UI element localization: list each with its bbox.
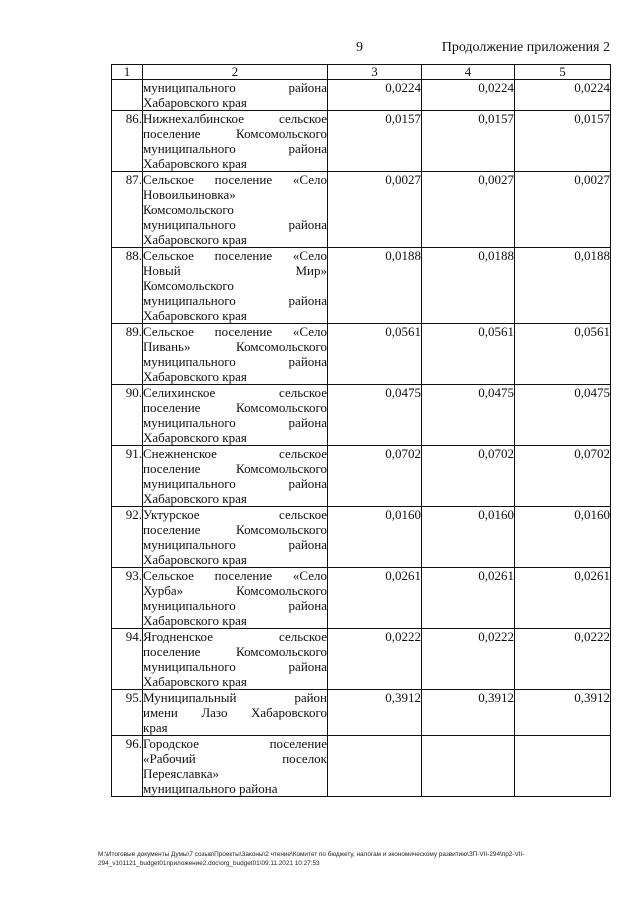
entity-name-line: Сельское поселение «Село [143, 172, 327, 187]
footer-line: 294_v101121_budget01приложение2.doc\org_budget01\09.11.2021 10:27:53 [98, 859, 320, 867]
value-cell: 0,0160 [328, 507, 422, 568]
table-row [112, 446, 611, 507]
value-cell: 0,0027 [515, 172, 611, 248]
table-row [112, 736, 611, 797]
value-cell: 0,0475 [328, 385, 422, 446]
value-cell: 0,0188 [515, 248, 611, 324]
entity-name-line: Комсомольского [143, 278, 234, 293]
value-cell: 0,0224 [515, 80, 611, 111]
value-cell: 0,0160 [422, 507, 515, 568]
table-row [112, 172, 611, 248]
value-cell: 0,3912 [422, 690, 515, 736]
entity-name-line: Комсомольского [143, 202, 234, 217]
entity-name [143, 507, 328, 568]
entity-name-line: Снежненское сельское [143, 446, 327, 461]
entity-name-line: Хабаровского края [143, 430, 247, 445]
value-cell: 0,0702 [422, 446, 515, 507]
entity-name-line: Хабаровского края [143, 95, 247, 110]
entity-name [143, 446, 328, 507]
entity-name-line: поселение Комсомольского [143, 522, 327, 537]
entity-name-line: Пивань» Комсомольского [143, 339, 327, 354]
continuation-label: Продолжение приложения 2 [441, 40, 610, 55]
value-cell: 0,0475 [515, 385, 611, 446]
value-cell: 0,3912 [515, 690, 611, 736]
row-number: 93. [112, 568, 143, 629]
entity-name-line: муниципального района [143, 537, 327, 552]
table-row [112, 248, 611, 324]
entity-name [143, 690, 328, 736]
entity-name [143, 172, 328, 248]
row-number [112, 80, 143, 111]
entity-name-line: Муниципальный район [143, 690, 327, 705]
value-cell: 0,0222 [422, 629, 515, 690]
row-number: 90. [112, 385, 143, 446]
table-row [112, 80, 611, 111]
value-cell [515, 736, 611, 797]
value-cell: 0,0157 [422, 111, 515, 172]
entity-name-line: муниципального района [143, 415, 327, 430]
entity-name-line: Хабаровского края [143, 232, 247, 247]
row-number: 91. [112, 446, 143, 507]
value-cell: 0,0224 [422, 80, 515, 111]
table-row [112, 629, 611, 690]
value-cell: 0,0561 [328, 324, 422, 385]
row-number: 87. [112, 172, 143, 248]
entity-name-line: края [143, 720, 168, 735]
page-number: 9 [356, 40, 363, 55]
table-row [112, 690, 611, 736]
entity-name [143, 111, 328, 172]
entity-name-line: поселение Комсомольского [143, 400, 327, 415]
value-cell: 0,0222 [515, 629, 611, 690]
entity-name-line: Хурба» Комсомольского [143, 583, 327, 598]
entity-name [143, 629, 328, 690]
entity-name-line: Хабаровского края [143, 369, 247, 384]
entity-name-line: муниципального района [143, 293, 327, 308]
entity-name-line: Хабаровского края [143, 308, 247, 323]
table-row [112, 568, 611, 629]
value-cell: 0,0702 [515, 446, 611, 507]
value-cell [328, 736, 422, 797]
entity-name [143, 248, 328, 324]
entity-name-line: поселение Комсомольского [143, 126, 327, 141]
entity-name-line: муниципального района [143, 659, 327, 674]
entity-name-line: муниципального района [143, 781, 278, 796]
entity-name-line: поселение Комсомольского [143, 644, 327, 659]
row-number: 88. [112, 248, 143, 324]
entity-name-line: муниципального района [143, 217, 327, 232]
value-cell: 0,0222 [328, 629, 422, 690]
value-cell [422, 736, 515, 797]
value-cell: 0,0261 [515, 568, 611, 629]
entity-name-line: Хабаровского края [143, 674, 247, 689]
column-header: 3 [328, 65, 422, 80]
entity-name-line: поселение Комсомольского [143, 461, 327, 476]
entity-name-line: Городское поселение [143, 736, 327, 751]
entity-name-line: «Рабочий поселок [143, 751, 327, 766]
value-cell: 0,0475 [422, 385, 515, 446]
entity-name [143, 80, 328, 111]
row-number: 94. [112, 629, 143, 690]
entity-name-line: Уктурское сельское [143, 507, 327, 522]
entity-name-line: Сельское поселение «Село [143, 324, 327, 339]
entity-name-line: Сельское поселение «Село [143, 568, 327, 583]
table-row [112, 385, 611, 446]
row-number: 92. [112, 507, 143, 568]
footer-line: М:\Итоговые документы Думы\7 созыв\Проекты\Законы\2 чтение\Комитет по бюджету, налогам и экономическому развитию\ЗП-VII-294\пр2-VII- [98, 851, 525, 858]
column-header: 5 [515, 65, 611, 80]
table-row [112, 507, 611, 568]
entity-name-line: муниципального района [143, 598, 327, 613]
table-row [112, 324, 611, 385]
value-cell: 0,0157 [328, 111, 422, 172]
entity-name-line: муниципального района [143, 80, 327, 95]
entity-name-line: имени Лазо Хабаровского [143, 705, 327, 720]
table-row [112, 111, 611, 172]
value-cell: 0,0561 [515, 324, 611, 385]
value-cell: 0,0188 [328, 248, 422, 324]
row-number: 89. [112, 324, 143, 385]
budget-table [111, 64, 611, 797]
entity-name-line: Сельское поселение «Село [143, 248, 327, 263]
value-cell: 0,0188 [422, 248, 515, 324]
row-number: 95. [112, 690, 143, 736]
entity-name [143, 385, 328, 446]
entity-name [143, 324, 328, 385]
entity-name [143, 736, 328, 797]
row-number: 86. [112, 111, 143, 172]
value-cell: 0,3912 [328, 690, 422, 736]
value-cell: 0,0224 [328, 80, 422, 111]
entity-name-line: Хабаровского края [143, 491, 247, 506]
entity-name-line: муниципального района [143, 141, 327, 156]
column-header: 2 [143, 65, 328, 80]
entity-name-line: муниципального района [143, 476, 327, 491]
entity-name-line: Хабаровского края [143, 613, 247, 628]
entity-name-line: Нижнехалбинское сельское [143, 111, 327, 126]
entity-name-line: Переяславка» [143, 766, 219, 781]
entity-name-line: Ягодненское сельское [143, 629, 327, 644]
column-header: 1 [112, 65, 143, 80]
entity-name-line: Хабаровского края [143, 552, 247, 567]
value-cell: 0,0027 [328, 172, 422, 248]
value-cell: 0,0261 [328, 568, 422, 629]
entity-name [143, 568, 328, 629]
entity-name-line: Новоильиновка» [143, 187, 236, 202]
column-header: 4 [422, 65, 515, 80]
entity-name-line: муниципального района [143, 354, 327, 369]
entity-name-line: Новый Мир» [143, 263, 327, 278]
table-header-row [112, 65, 611, 80]
value-cell: 0,0261 [422, 568, 515, 629]
table-body [112, 80, 611, 797]
value-cell: 0,0702 [328, 446, 422, 507]
value-cell: 0,0561 [422, 324, 515, 385]
row-number: 96. [112, 736, 143, 797]
file-path-footer [98, 851, 610, 868]
value-cell: 0,0157 [515, 111, 611, 172]
entity-name-line: Хабаровского края [143, 156, 247, 171]
value-cell: 0,0027 [422, 172, 515, 248]
entity-name-line: Селихинское сельское [143, 385, 327, 400]
value-cell: 0,0160 [515, 507, 611, 568]
